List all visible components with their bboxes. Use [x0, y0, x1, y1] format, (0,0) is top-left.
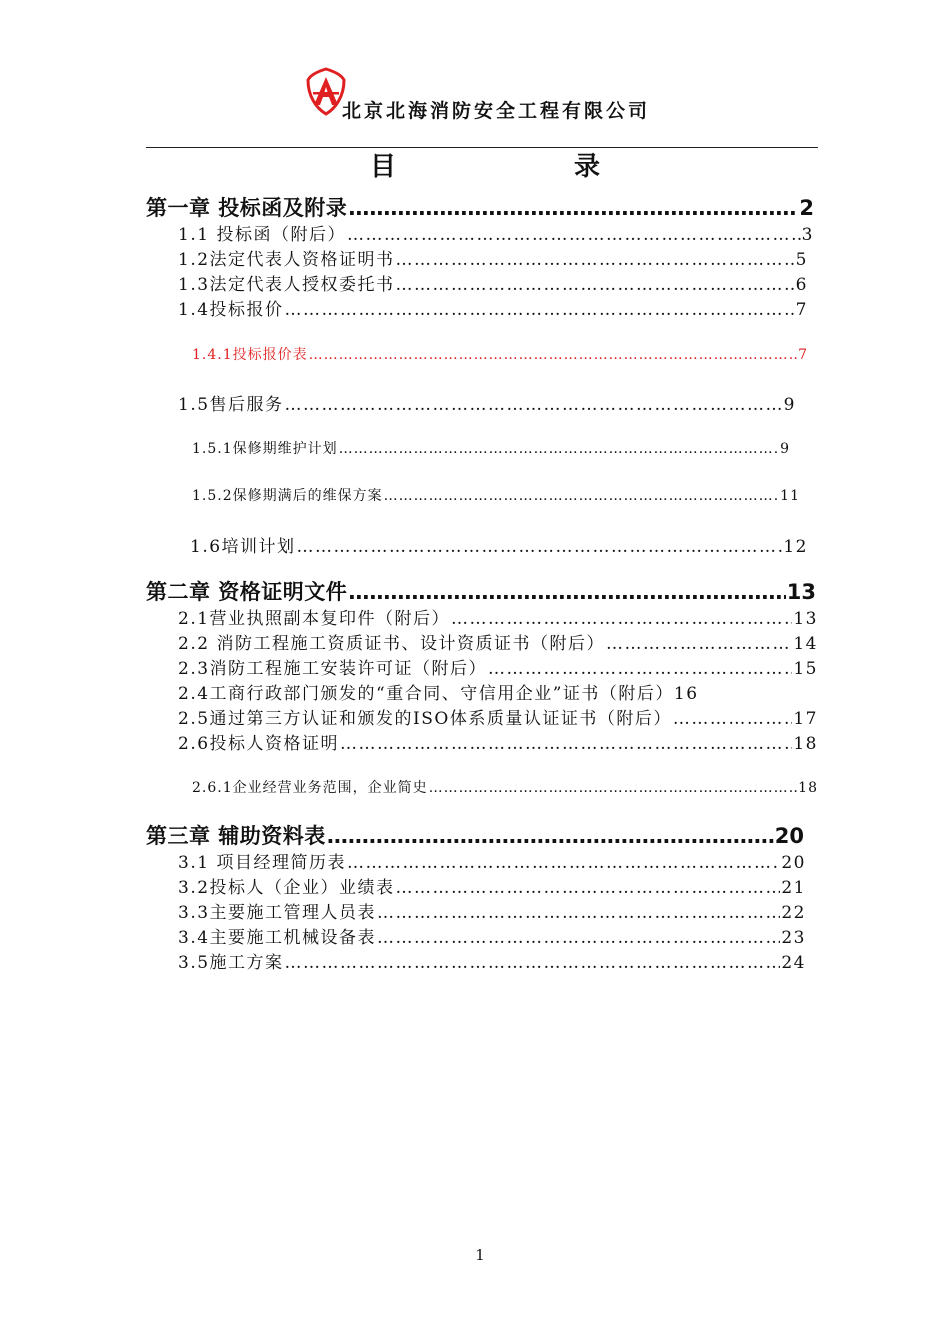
toc-entry-chapter-2[interactable]: 第二章 资格证明文件 …………………………………………………………………………………………………………………………………………………… 13 [146, 576, 816, 606]
toc-entry-1-6[interactable]: 1.6培训计划 …………………………………………………………………………………………………………………………………………………… 12 [190, 532, 808, 557]
toc-entry-1-2[interactable]: 1.2法定代表人资格证明书 …………………………………………………………………………………………………………………………………………………… 5 [178, 245, 808, 270]
toc-entry-2-6[interactable]: 2.6投标人资格证明 …………………………………………………………………………………………………………………………………………………… 18 [178, 729, 818, 754]
company-name: 北京北海消防安全工程有限公司 [342, 100, 651, 122]
toc-entry-2-3[interactable]: 2.3消防工程施工安装许可证（附后） …………………………………………………………………………………………………………………………………………………… 15 [178, 654, 818, 679]
toc-title-char-1: 目 [370, 152, 397, 182]
toc-entry-chapter-3[interactable]: 第三章 辅助资料表 …………………………………………………………………………………………………………………………………………………… 20 [146, 820, 804, 850]
toc-entry-1-5-1[interactable]: 1.5.1保修期维护计划 …………………………………………………………………………………………………………………………………………………… 9 [192, 438, 790, 458]
toc-entry-1-4-1[interactable]: 1.4.1投标报价表 …………………………………………………………………………………………………………………………………………………… 7 [192, 344, 808, 364]
toc-entry-3-2[interactable]: 3.2投标人（企业）业绩表 …………………………………………………………………………………………………………………………………………………… 21 [178, 873, 806, 898]
toc-entry-3-1[interactable]: 3.1 项目经理简历表 …………………………………………………………………………………………………………………………………………………… 20 [178, 848, 806, 873]
toc-entry-1-5-2[interactable]: 1.5.2保修期满后的维保方案 …………………………………………………………………………………………………………………………………………………… 11 [192, 485, 800, 505]
toc-entry-2-6-1[interactable]: 2.6.1企业经营业务范围，企业简史 …………………………………………………………………………………………………………………………………………………… 18 [192, 777, 818, 797]
toc-entry-1-4[interactable]: 1.4投标报价 …………………………………………………………………………………………………………………………………………………… 7 [178, 295, 808, 320]
toc-entry-3-5[interactable]: 3.5施工方案 …………………………………………………………………………………………………………………………………………………… 24 [178, 948, 806, 973]
toc-entry-1-5[interactable]: 1.5售后服务 …………………………………………………………………………………………………………………………………………………… 9 [178, 390, 796, 415]
toc-entry-chapter-1[interactable]: 第一章 投标函及附录 …………………………………………………………………………………………………………………………………………………… 2 [146, 192, 814, 222]
toc-entry-2-2[interactable]: 2.2 消防工程施工资质证书、设计资质证书（附后） …………………………………………………………………………………………………………………………………………………… 14 [178, 629, 818, 654]
toc-entry-3-3[interactable]: 3.3主要施工管理人员表 …………………………………………………………………………………………………………………………………………………… 22 [178, 898, 806, 923]
page-number: 1 [475, 1246, 485, 1264]
toc-title-char-2: 录 [574, 152, 601, 182]
toc-entry-1-3[interactable]: 1.3法定代表人授权委托书 …………………………………………………………………………………………………………………………………………………… 6 [178, 270, 808, 295]
toc-entry-2-5[interactable]: 2.5通过第三方认证和颁发的ISO体系质量认证证书（附后） …………………………………………………………………………………………………………………………………………………… 17 [178, 704, 818, 729]
toc-entry-2-1[interactable]: 2.1营业执照副本复印件（附后） …………………………………………………………………………………………………………………………………………………… 13 [178, 604, 818, 629]
toc-entry-1-1[interactable]: 1.1 投标函（附后） …………………………………………………………………………………………………………………………………………………… 3 [178, 220, 814, 245]
toc-entry-2-4[interactable]: 2.4工商行政部门颁发的“重合同、守信用企业”证书（附后） 16 [178, 684, 699, 704]
page-header [0, 62, 950, 132]
toc-entry-3-4[interactable]: 3.4主要施工机械设备表 …………………………………………………………………………………………………………………………………………………… 23 [178, 923, 806, 948]
toc-title [370, 146, 600, 183]
